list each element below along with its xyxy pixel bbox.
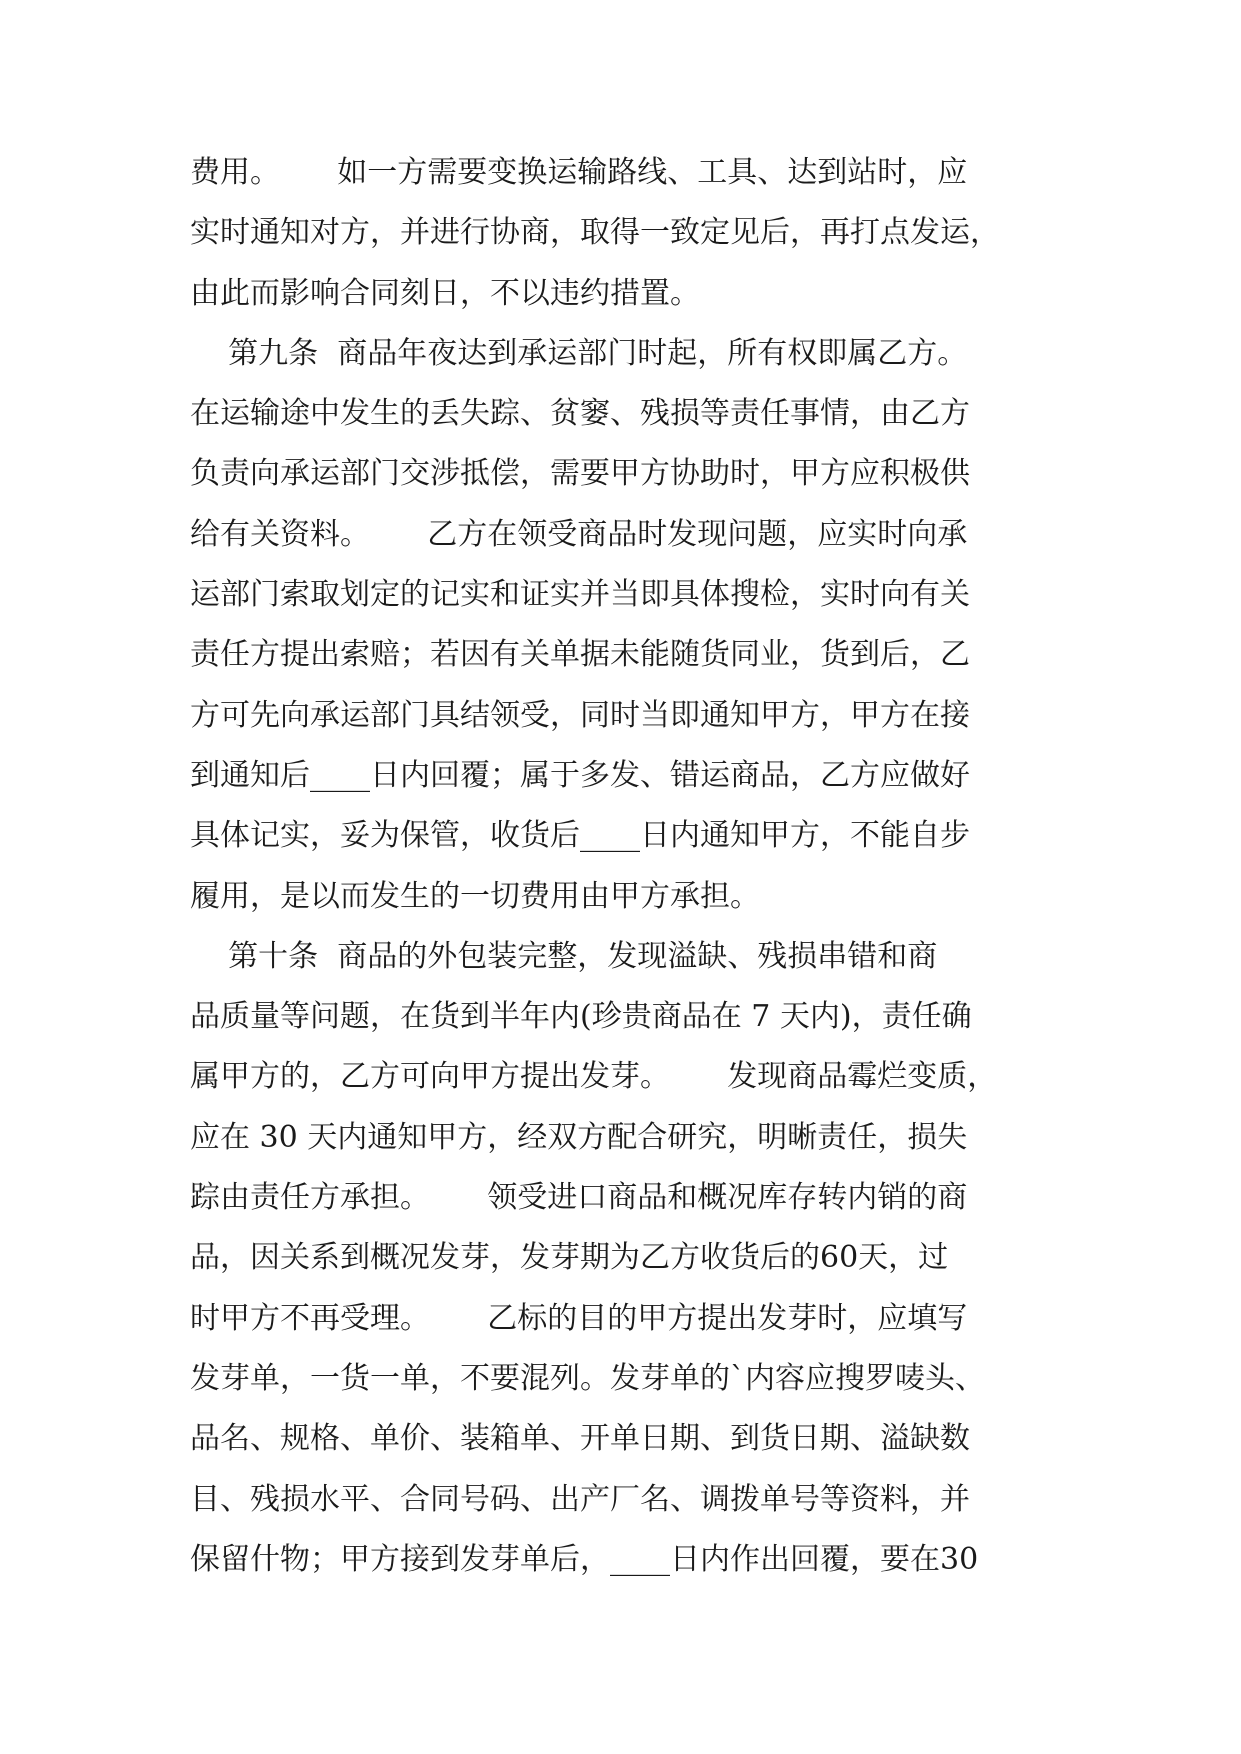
text-line: 属甲方的，乙方可向甲方提出发芽。 发现商品霉烂变质， [190, 1059, 998, 1095]
contract-text-body [190, 155, 1050, 1605]
text-line: 责任方提出索赔；若因有关单据未能随货同业，货到后，乙 [190, 637, 970, 673]
text-line: 具体记实，妥为保管，收货后____日内通知甲方，不能自步 [190, 818, 970, 854]
text-line: 应在 30 天内通知甲方，经双方配合研究，明晰责任，损失 [190, 1119, 968, 1155]
text-line: 时甲方不再受理。 乙标的目的甲方提出发芽时，应填写 [190, 1300, 968, 1336]
text-line: 方可先向承运部门具结领受，同时当即通知甲方，甲方在接 [190, 697, 970, 733]
text-line: 实时通知对方，并进行协商，取得一致定见后，再打点发运， [190, 215, 1000, 251]
text-line: 到通知后____日内回覆；属于多发、错运商品，乙方应做好 [190, 757, 970, 793]
text-line: 给有关资料。 乙方在领受商品时发现问题，应实时向承 [190, 516, 968, 552]
text-line: 运部门索取划定的记实和证实并当即具体搜检，实时向有关 [190, 577, 970, 613]
text-line: 发芽单，一货一单，不要混列。发芽单的`内容应搜罗唛头、 [190, 1360, 985, 1396]
text-line: 品质量等问题，在货到半年内(珍贵商品在 7 天内)，责任确 [190, 999, 972, 1035]
text-line: 由此而影响合同刻日，不以违约措置。 [190, 275, 700, 311]
text-line: 踪由责任方承担。 领受进口商品和概况库存转内销的商 [190, 1180, 968, 1216]
text-line: 负责向承运部门交涉抵偿，需要甲方协助时，甲方应积极供 [190, 456, 970, 492]
text-line: 保留什物；甲方接到发芽单后，____日内作出回覆，要在30 [190, 1541, 979, 1577]
text-line: 品名、规格、单价、装箱单、开单日期、到货日期、溢缺数 [190, 1421, 970, 1457]
text-line: 费用。 如一方需要变换运输路线、工具、达到站时，应 [190, 155, 968, 190]
text-line: 第九条 商品年夜达到承运部门时起，所有权即属乙方。 [190, 335, 968, 371]
text-line: 品，因关系到概况发芽，发芽期为乙方收货后的60天，过 [190, 1240, 949, 1276]
text-line: 在运输途中发生的丢失踪、贫窭、残损等责任事情，由乙方 [190, 396, 970, 432]
text-line: 目、残损水平、合同号码、出产厂名、调拨单号等资料，并 [190, 1481, 970, 1517]
text-line: 履用，是以而发生的一切费用由甲方承担。 [190, 878, 760, 914]
text-line: 第十条 商品的外包装完整，发现溢缺、残损串错和商 [190, 938, 938, 974]
